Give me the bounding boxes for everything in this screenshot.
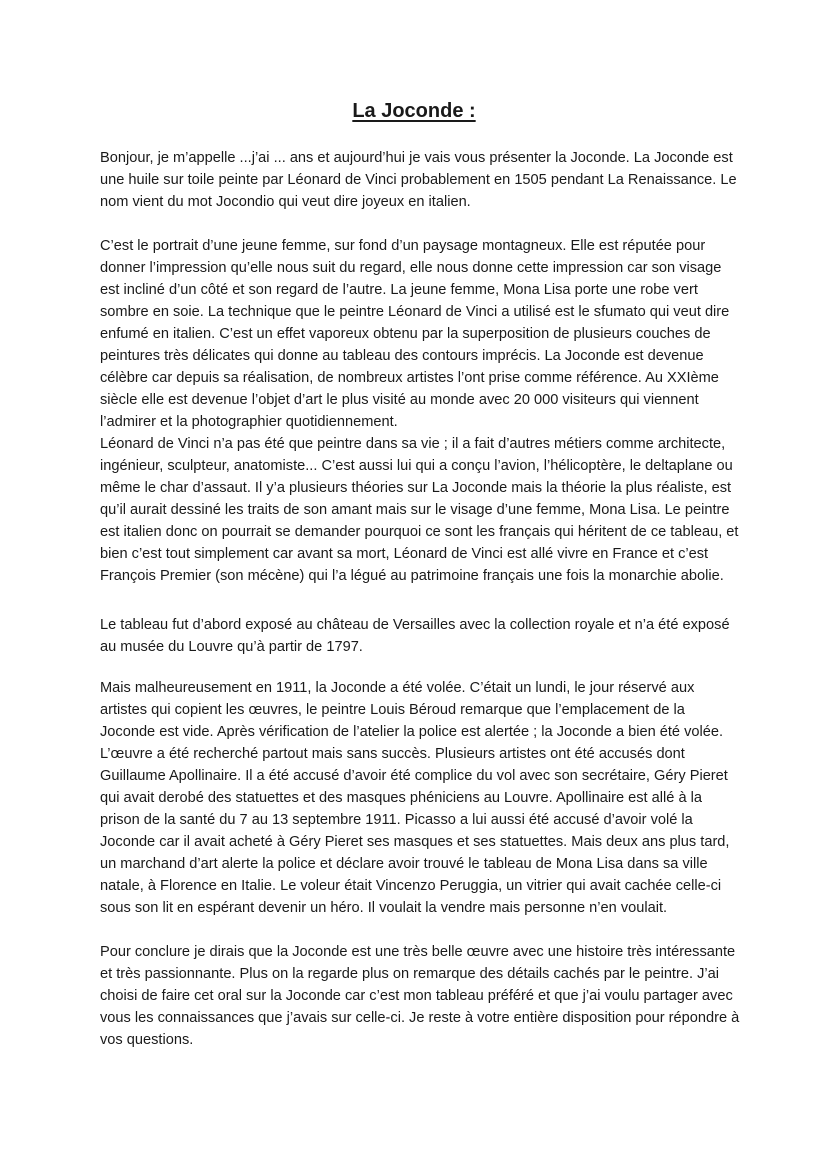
paragraph-theft: Mais malheureusement en 1911, la Joconde a été volée. C’était un lundi, le jour réservé aux artistes qui copient les œuvres, le peintre Louis Béroud remarque que l’emplacement de la Joconde est vide. Après vérification de l’atelier la police est alertée ; la Joconde a bien été volée. L’œuvre a été recherché partout mais sans succès. Plusieurs artistes ont été accusés dont Guillaume Apollinaire. Il a été accusé d’avoir été complice du vol avec son secrétaire, Géry Pieret qui avait derobé des statuettes et des masques phéniciens au Louvre. Apollinaire est allé à la prison de la santé du 7 au 13 septembre 1911. Picasso a lui aussi été accusé d’avoir volé la Joconde car il avait acheté à Géry Pieret ses masques et ses statuettes. Mais deux ans plus tard, un marchand d’art alerte la police et déclare avoir trouvé le tableau de Mona Lisa dans sa ville natale, à Florence en Italie. Le voleur était Vincenzo Peruggia, un vitrier qui avait cachée celle-ci sous son lit en espérant devenir un héro. Il voulait la vendre mais personne n’en voulait. [100, 680, 730, 916]
paragraph-exhibition: Le tableau fut d’abord exposé au château de Versailles avec la collection royale et n’a été exposé au musée du Louvre qu’à partir de 1797. [100, 617, 730, 655]
paragraph-description: C’est le portrait d’une jeune femme, sur fond d’un paysage montagneux. Elle est réputée pour donner l’impression qu’elle nous suit du regard, elle nous donne cette impression car son visage est incliné d’un côté et son regard de l’autre. La jeune femme, Mona Lisa porte une robe vert sombre en soie. La technique que le peintre Léonard de Vinci a utilisé est le sfumato qui veut dire enfumé en italien. C’est un effet vaporeux obtenu par la superposition de plusieurs couches de peintures très délicates qui donne au tableau des contours imprécis. La Joconde est devenue célèbre car depuis sa réalisation, de nombreux artistes l’ont prise comme référence. Au XXIème siècle elle est devenue l’objet d’art le plus visité au monde avec 20 000 visiteurs qui viennent l’admirer et la photographier quotidiennement. [100, 238, 730, 430]
document-title: La Joconde : [352, 100, 476, 122]
paragraph-conclusion: Pour conclure je dirais que la Joconde est une très belle œuvre avec une histoire très intéressante et très passionnante. Plus on la regarde plus on remarque des détails cachés par le peintre. J’ai choisi de faire cet oral sur la Joconde car c’est mon tableau préféré et que j’ai voulu partager avec vous les connaissances que j’avais sur celle-ci. Je reste à votre entière disposition pour répondre à vos questions. [100, 944, 740, 1048]
paragraph-introduction: Bonjour, je m’appelle ...j’ai ... ans et aujourd’hui je vais vous présenter la Joconde. La Joconde est une huile sur toile peinte par Léonard de Vinci probablement en 1505 pendant La Renaissance. Le nom vient du mot Jocondio qui veut dire joyeux en italien. [100, 150, 737, 210]
paragraph-leonard-de-vinci: Léonard de Vinci n’a pas été que peintre dans sa vie ; il a fait d’autres métiers comme architecte, ingénieur, sculpteur, anatomiste... C’est aussi lui qui a conçu l’avion, l’hélicoptère, le deltaplane ou même le char d’assaut. Il y’a plusieurs théories sur La Joconde mais la théorie la plus réaliste, est qu’il aurait dessiné les traits de son amant mais sur le visage d’une femme, Mona Lisa. Le peintre est italien donc on pourrait se demander pourquoi ce sont les français qui héritent de ce tableau, et bien c’est tout simplement car avant sa mort, Léonard de Vinci est allé vivre en France et c’est François Premier (son mécène) qui l’a légué au patrimoine français une fois la monarchie abolie. [100, 436, 739, 584]
